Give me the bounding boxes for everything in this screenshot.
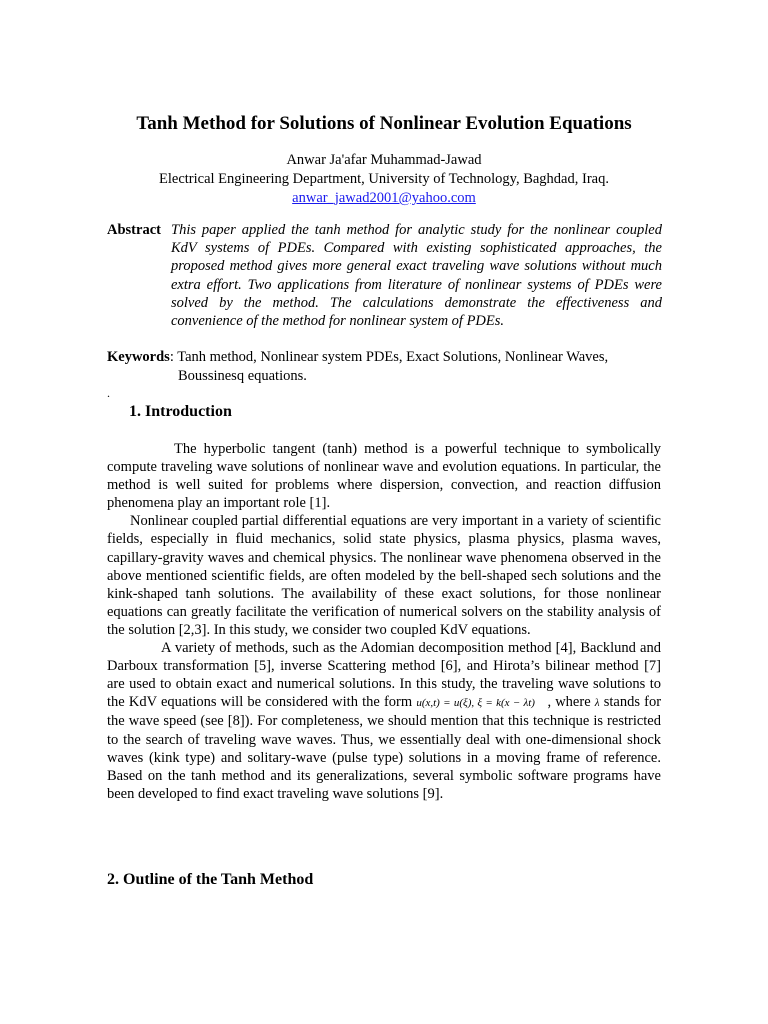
author-email-link[interactable]: anwar_jawad2001@yahoo.com [292,190,476,206]
keywords-block [107,348,667,386]
keywords-line-1: : Tanh method, Nonlinear system PDEs, Exact Solutions, Nonlinear Waves, [169,349,609,365]
intro-paragraph-3-part-b: , where [547,694,591,711]
abstract-label: Abstract [107,222,161,238]
author-name: Anwar Ja'afar Muhammad-Jawad [286,152,482,168]
paper-title: Tanh Method for Solutions of Nonlinear Evolution Equations [136,113,632,134]
lambda-symbol: λ [594,697,600,710]
author-block [0,151,768,208]
keywords-line-2: Boussinesq equations. [178,368,307,384]
intro-paragraph-3-part-a: A variety of methods, such as the Adomian decomposition method [4], Backlund and Darboux transformation [5], inverse Scattering method [6], and Hirota’s bilinear method [7] are used to obtain exact and numerical solutions. In this study, the traveling wave solutions to the KdV equations will be considered with the form [107,640,661,711]
section-1-heading: 1. Introduction [129,403,232,420]
author-affiliation: Electrical Engineering Department, University of Technology, Baghdad, Iraq. [159,171,609,187]
keywords-label: Keywords [107,349,170,365]
abstract-block [107,221,662,330]
intro-paragraph-3-part-c: stands for the wave speed (see [8]). For completeness, we should mention that this technique is restricted to the search of traveling wave waves. Thus, we essentially deal with one-dimensional shock waves (kink type) and solitary-wave (pulse type) solutions in a moving frame of reference. Based on the tanh method and its generalizations, several symbolic software programs have been developed to find exact traveling wave solutions [9]. [107,694,662,802]
intro-paragraph-1: The hyperbolic tangent (tanh) method is a powerful technique to symbolically compute traveling wave solutions of nonlinear wave and evolution equations. In particular, the method is well suited for problems where dispersion, convection, and reaction diffusion phenomena play an important role [1]. [107,441,661,512]
abstract-text: This paper applied the tanh method for analytic study for the nonlinear coupled KdV systems of PDEs. Compared with existing sophisticated approaches, the proposed method gives more general exact traveling wave solutions without much extra effort. Two applications from literature of nonlinear systems of PDEs were solved by the method. The calculations demonstrate the effectiveness and convenience of the method for nonlinear system of PDEs. [171,222,662,330]
intro-paragraph-3 [107,639,661,803]
stray-mark: . [107,386,110,400]
intro-paragraph-2: Nonlinear coupled partial differential equations are very important in a variety of scientific fields, especially in fluid mechanics, solid state physics, plasma physics, plasma waves, capillary-gravity waves and chemical physics. The nonlinear wave phenomena observed in the above mentioned scientific fields, are often modeled by the bell-shaped sech solutions and the kink-shaped tanh solutions. The availability of these exact solutions, for those nonlinear equations can greatly facilitate the verification of numerical solvers on the stability analysis of the solution [2,3]. In this study, we consider two coupled KdV equations. [107,513,661,638]
section-2-heading: 2. Outline of the Tanh Method [107,871,314,888]
traveling-wave-equation: u(x,t) = u(ξ), ξ = k(x − λt) [416,697,535,710]
section-1-body [107,440,661,803]
